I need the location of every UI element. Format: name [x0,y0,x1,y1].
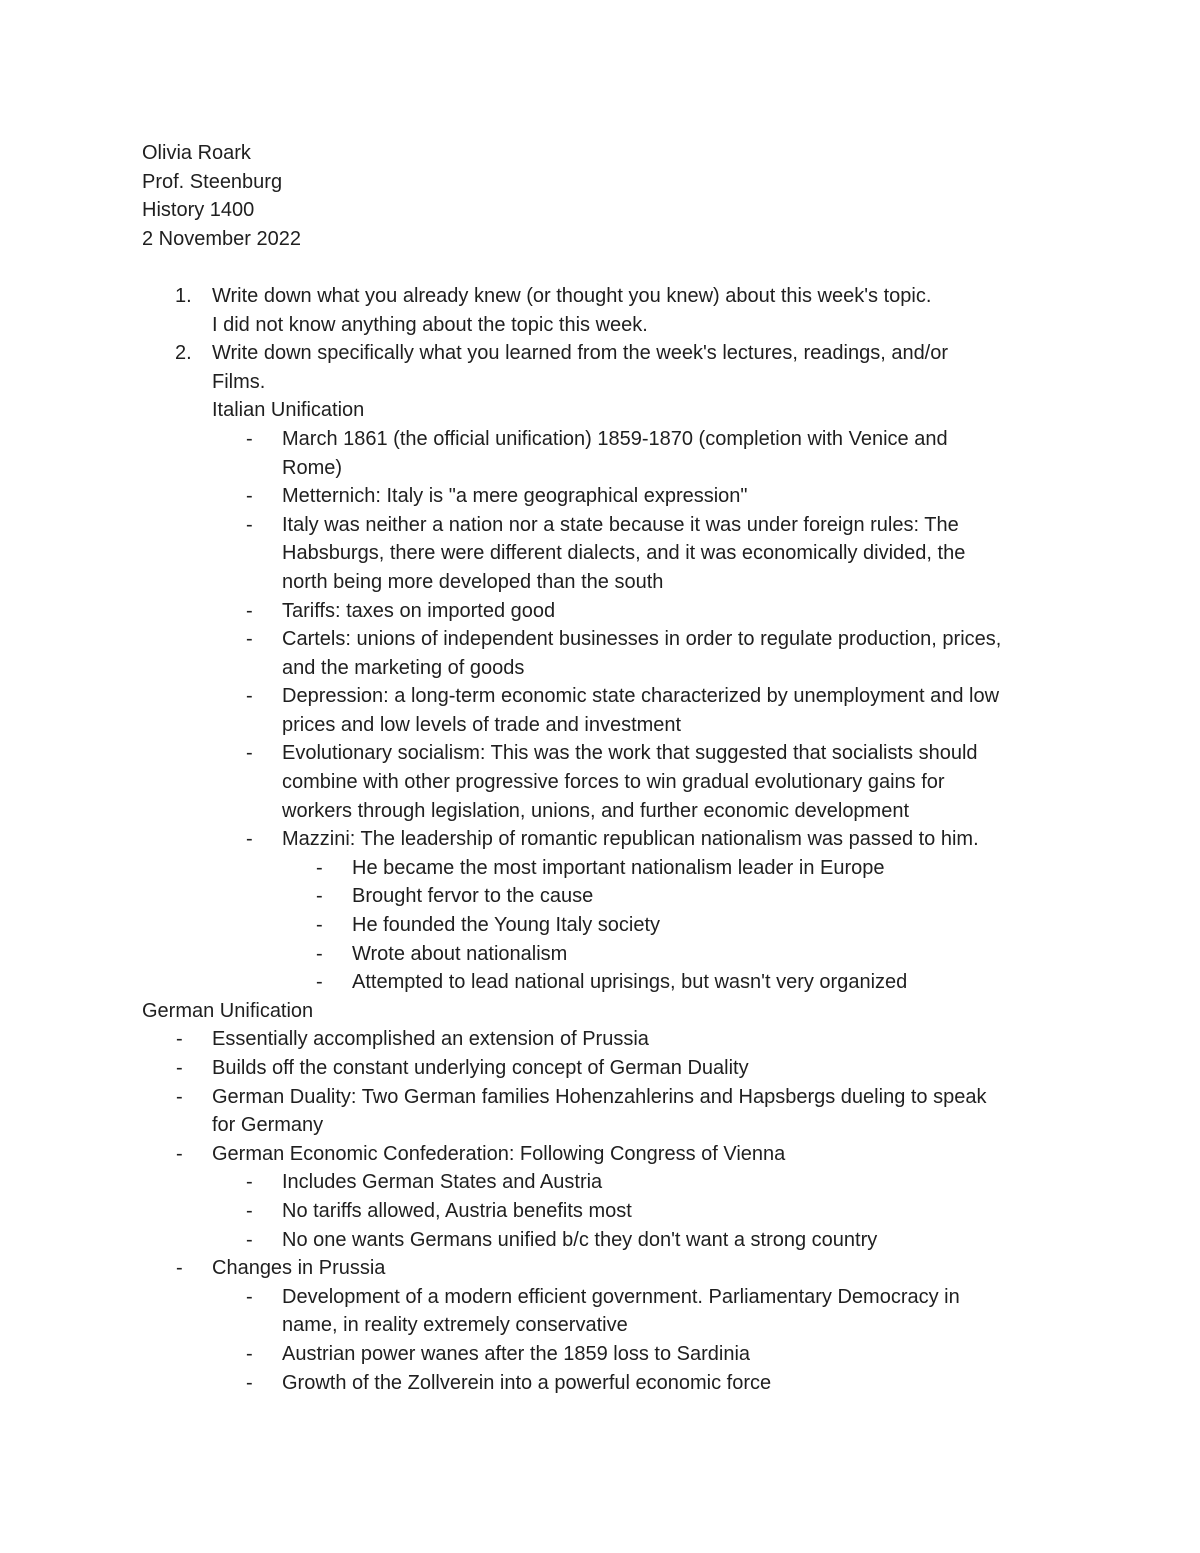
list-item [0,1083,1200,1112]
list-item-text: Evolutionary socialism: This was the work that suggested that socialists should [282,742,978,765]
dash-bullet: - [176,1085,183,1108]
dash-bullet: - [316,885,323,908]
dash-bullet: - [316,856,323,879]
sub-list-item-text: No one wants Germans unified b/c they don't want a strong country [282,1228,878,1251]
italian-points-list [0,425,1200,854]
dash-bullet: - [246,1371,253,1394]
list-item-text: Builds off the constant underlying concept of German Duality [212,1057,749,1079]
sub-list-item-text: No tariffs allowed, Austria benefits most [282,1199,632,1222]
sub-list-item [0,1168,1200,1197]
dash-bullet: - [246,828,253,851]
question-text-continued: Films. [212,370,266,393]
sub-list-item [0,854,1200,883]
list-item-text: German Economic Confederation: Following Congress of Vienna [212,1142,786,1165]
dash-bullet: - [246,599,253,622]
sub-list-item-text: Brought fervor to the cause [352,885,594,908]
list-item [0,1054,1200,1083]
list-item [0,597,1200,626]
dash-bullet: - [246,742,253,765]
list-item-text: Metternich: Italy is "a mere geographical expression" [282,485,748,508]
list-item-continued: prices and low levels of trade and investment [282,713,682,736]
student-name: Olivia Roark [142,142,251,164]
dash-bullet: - [246,427,253,450]
sub-list-item-text: Wrote about nationalism [352,942,568,965]
german-points-list [0,1025,1200,1397]
list-item [0,1025,1200,1054]
question-text: Write down specifically what you learned from the week's lectures, readings, and/or [212,342,949,365]
list-item [0,1140,1200,1169]
list-item [0,511,1200,540]
sub-list-item [0,940,1200,969]
sub-list-item-text: Includes German States and Austria [282,1171,603,1194]
list-item-continued: Habsburgs, there were different dialects, and it was economically divided, the [282,542,966,565]
list-item-continued: workers through legislation, unions, and further economic development [282,799,910,822]
sub-list-item-text: He became the most important nationalism leader in Europe [352,856,885,879]
list-item-continued: for Germany [212,1114,324,1137]
italian-unification-heading: Italian Unification [212,399,365,422]
dash-bullet: - [246,1342,253,1365]
list-item [0,425,1200,454]
list-item-text: Mazzini: The leadership of romantic republican nationalism was passed to him. [282,828,979,851]
dash-bullet: - [246,628,253,651]
question-1 [0,282,1200,311]
list-item-continued: north being more developed than the south [282,570,664,593]
assignment-date: 2 November 2022 [142,227,301,250]
dash-bullet: - [316,942,323,965]
sub-list-item [0,1369,1200,1398]
mazzini-points-list [0,854,1200,997]
dash-bullet: - [246,1199,253,1222]
sub-list-item-text: Attempted to lead national uprisings, but wasn't very organized [352,971,908,994]
list-item-text: Essentially accomplished an extension of Prussia [212,1028,649,1051]
dash-bullet: - [246,1171,253,1194]
sub-list-item [0,1197,1200,1226]
dash-bullet: - [176,1057,183,1079]
dash-bullet: - [246,685,253,708]
sub-list-item [0,1226,1200,1255]
course-name: History 1400 [142,199,255,222]
blank-line [0,253,1200,282]
list-item-continued: and the marketing of goods [282,656,525,679]
list-item-text: German Duality: Two German families Hohenzahlerins and Hapsbergs dueling to speak [212,1085,987,1108]
sub-list-item [0,882,1200,911]
dash-bullet: - [176,1028,183,1051]
list-item-text: Italy was neither a nation nor a state because it was under foreign rules: The [282,513,959,536]
sub-list-item-text: Growth of the Zollverein into a powerful economic force [282,1371,772,1394]
question-number: 2. [175,342,192,365]
dash-bullet: - [176,1142,183,1165]
sub-list-item [0,911,1200,940]
sub-list-item-text: Development of a modern efficient government. Parliamentary Democracy in [282,1285,960,1308]
dash-bullet: - [246,1285,253,1308]
dash-bullet: - [316,914,323,937]
list-item [0,1254,1200,1283]
list-item-text: Tariffs: taxes on imported good [282,599,556,622]
list-item-text: Depression: a long-term economic state characterized by unemployment and low [282,685,1000,708]
dash-bullet: - [246,485,253,508]
dash-bullet: - [176,1257,183,1280]
sub-list-item-text: Austrian power wanes after the 1859 loss to Sardinia [282,1342,751,1365]
list-item-text: March 1861 (the official unification) 1859-1870 (completion with Venice and [282,427,948,450]
sub-list-item [0,968,1200,997]
sub-list-item [0,1340,1200,1369]
german-unification-heading: German Unification [142,999,314,1022]
list-item [0,739,1200,768]
sub-list-item [0,1283,1200,1312]
dash-bullet: - [246,1228,253,1251]
dash-bullet: - [316,971,323,994]
sub-list-item-text: He founded the Young Italy society [352,914,661,937]
list-item [0,625,1200,654]
list-item [0,682,1200,711]
document-page [0,139,1200,1397]
list-item-text: Changes in Prussia [212,1257,386,1280]
list-item [0,825,1200,854]
sub-list-item-continued: name, in reality extremely conservative [282,1314,628,1337]
professor-name: Prof. Steenburg [142,170,283,193]
list-item-continued: combine with other progressive forces to win gradual evolutionary gains for [282,771,945,794]
question-2 [0,339,1200,368]
question-number: 1. [175,284,192,307]
list-item-continued: Rome) [282,456,343,479]
list-item [0,482,1200,511]
question-text: Write down what you already knew (or thought you knew) about this week's topic. [212,284,932,307]
list-item-text: Cartels: unions of independent businesses in order to regulate production, prices, [282,628,1002,651]
dash-bullet: - [246,513,253,536]
question-1-answer: I did not know anything about the topic this week. [212,313,648,336]
